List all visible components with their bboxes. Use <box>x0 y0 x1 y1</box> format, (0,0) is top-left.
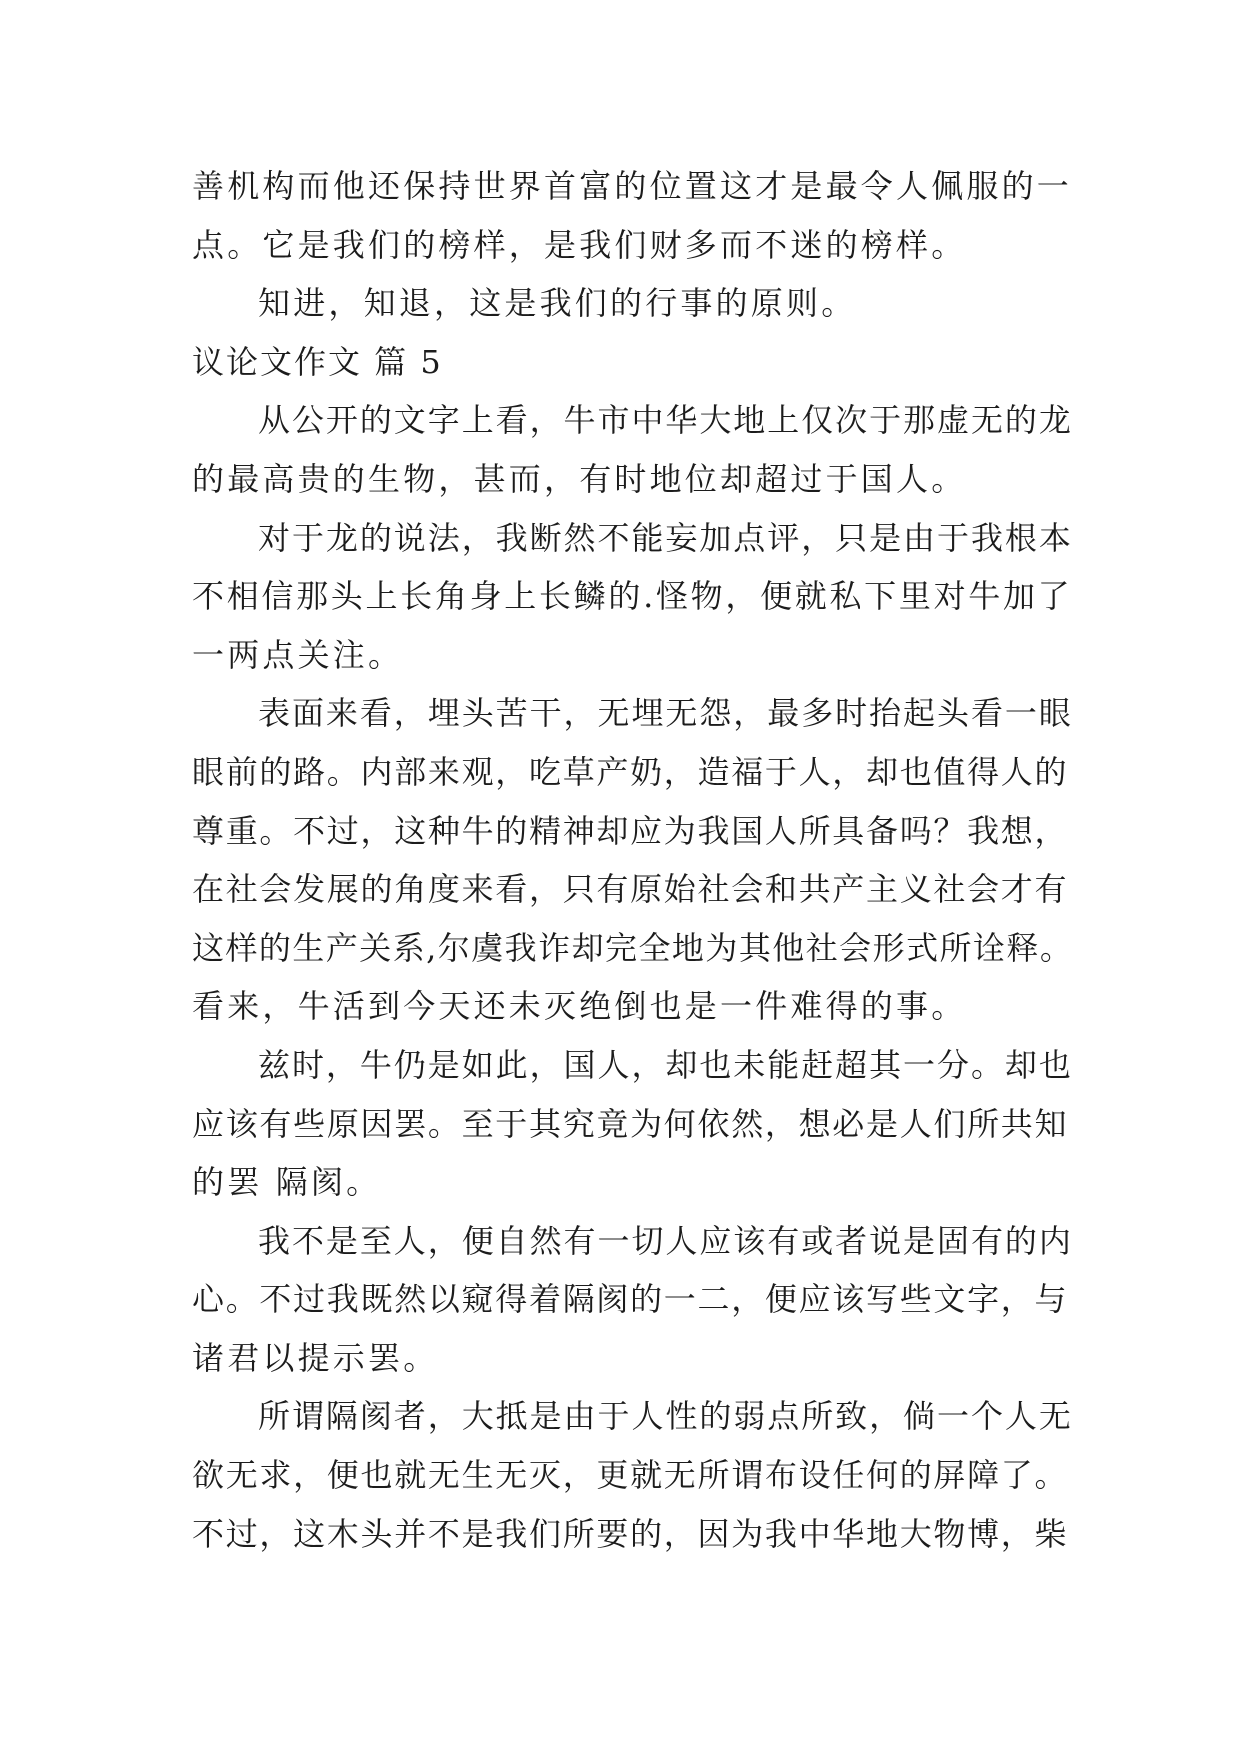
text-line: 的罢 隔阂。 <box>192 1163 382 1202</box>
text-line: 看来，牛活到今天还未灭绝倒也是一件难得的事。 <box>192 987 967 1026</box>
paragraph-line: 从公开的文字上看，牛市中华大地上仅次于那虚无的龙 <box>258 401 1073 440</box>
text-line: 点。它是我们的榜样，是我们财多而不迷的榜样。 <box>192 225 967 264</box>
text-line: 不过，这木头并不是我们所要的，因为我中华地大物博，柴 <box>192 1514 1069 1553</box>
text-line: 应该有些原因罢。至于其究竟为何依然，想必是人们所共知 <box>192 1104 1069 1143</box>
paragraph-line: 兹时，牛仍是如此，国人，却也未能赶超其一分。却也 <box>258 1045 1073 1084</box>
section-heading: 议论文作文 篇 5 <box>192 342 443 381</box>
paragraph-line: 知进，知退，这是我们的行事的原则。 <box>258 284 857 323</box>
text-line: 善机构而他还保持世界首富的位置这才是最令人佩服的一 <box>192 167 1073 205</box>
paragraph-line: 我不是至人，便自然有一切人应该有或者说是固有的内 <box>258 1221 1073 1260</box>
text-line: 不相信那头上长角身上长鳞的.怪物，便就私下里对牛加了 <box>192 577 1073 616</box>
text-line: 心。不过我既然以窥得着隔阂的一二，便应该写些文字，与 <box>192 1280 1069 1319</box>
text-line: 诸君以提示罢。 <box>192 1338 439 1377</box>
document-body <box>192 157 1072 1563</box>
text-line: 一两点关注。 <box>192 635 404 674</box>
text-line: 欲无求，便也就无生无灭，更就无所谓布设任何的屏障了。 <box>192 1456 1069 1495</box>
paragraph-line: 所谓隔阂者，大抵是由于人性的弱点所致，倘一个人无 <box>258 1397 1073 1436</box>
text-line: 眼前的路。内部来观，吃草产奶，造福于人，却也值得人的 <box>192 752 1069 791</box>
paragraph-line: 对于龙的说法，我断然不能妄加点评，只是由于我根本 <box>258 518 1073 557</box>
text-line: 尊重。不过，这种牛的精神却应为我国人所具备吗？我想， <box>192 811 1069 850</box>
text-line: 在社会发展的角度来看，只有原始社会和共产主义社会才有 <box>192 870 1069 909</box>
paragraph-line: 表面来看，埋头苦干，无埋无怨，最多时抬起头看一眼 <box>258 694 1073 733</box>
text-line: 的最高贵的生物，甚而，有时地位却超过于国人。 <box>192 459 967 498</box>
text-line: 这样的生产关系,尔虞我诈却完全地为其他社会形式所诠释。 <box>192 928 1074 967</box>
